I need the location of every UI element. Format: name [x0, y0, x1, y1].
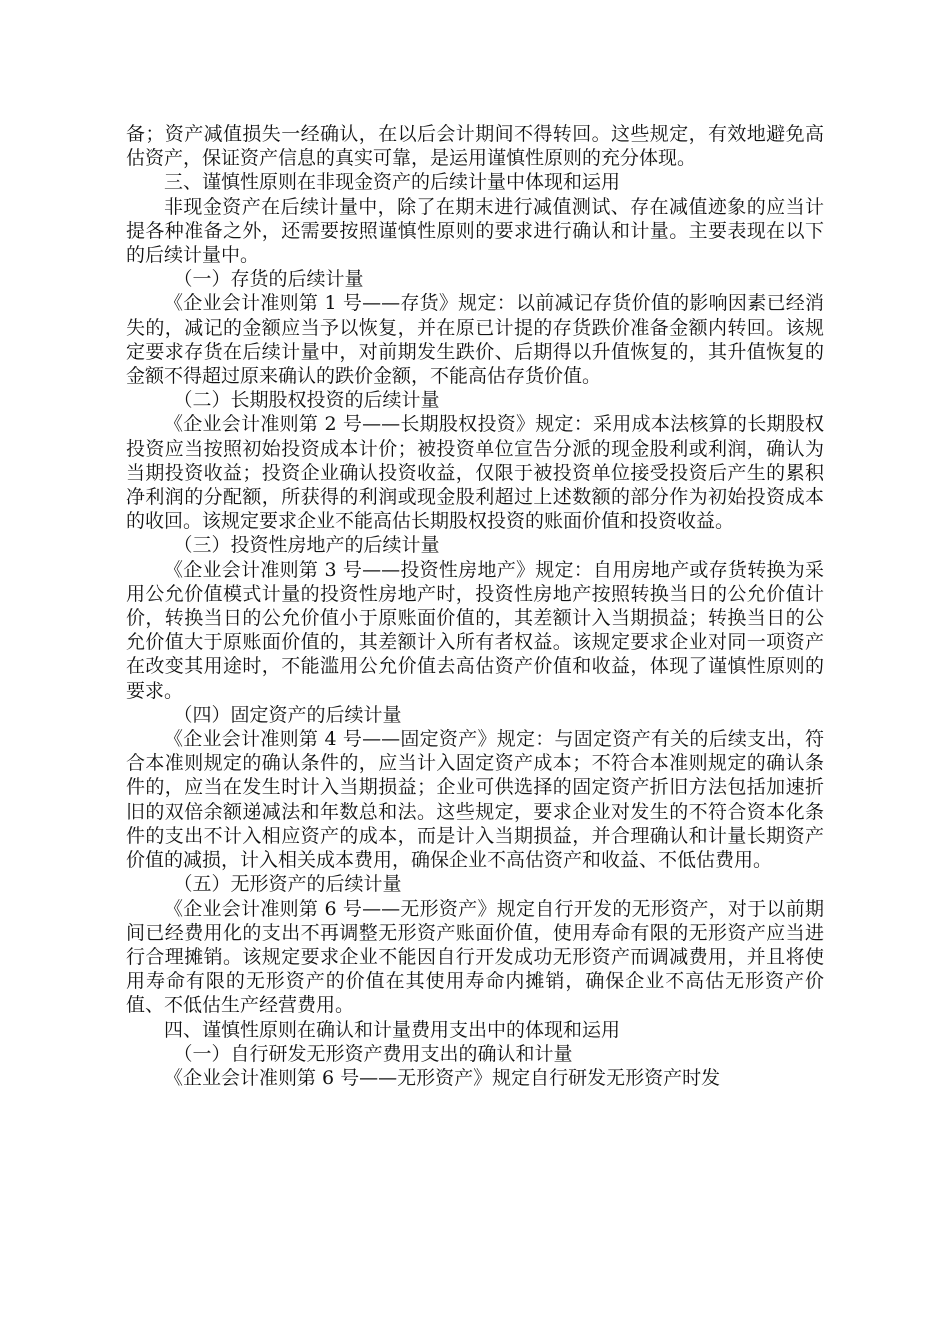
- paragraph: 《企业会计准则第 3 号——投资性房地产》规定：自用房地产或存货转换为采用公允价值模式计量的投资性房地产时，投资性房地产按照转换当日的公允价值计价，转换当日的公允价值小于原账面价值的，其差额计入当期损益；转换当日的公允价值大于原账面价值的，其差额计入所有者权益。该规定要求企业对同一项资产在改变其用途时，不能滥用公允价值去高估资产价值和收益，体现了谨慎性原则的要求。: [126, 558, 824, 702]
- subheading-intangible-assets: （五）无形资产的后续计量: [173, 873, 402, 896]
- subheading-fixed-assets: （四）固定资产的后续计量: [173, 703, 402, 726]
- subheading-investment-property: （三）投资性房地产的后续计量: [173, 534, 440, 557]
- paragraph: 《企业会计准则第 6 号——无形资产》规定自行开发的无形资产，对于以前期间已经费用化的支出不再调整无形资产账面价值，使用寿命有限的无形资产应当进行合理摊销。该规定要求企业不能因自行开发成功无形资产而调减费用，并且将使用寿命有限的无形资产的价值在其使用寿命内摊销，确保企业不高估无形资产价值、不低估生产经营费用。: [126, 897, 824, 1017]
- paragraph: 《企业会计准则第 2 号——长期股权投资》规定：采用成本法核算的长期股权投资应当按照初始投资成本计价；被投资单位宣告分派的现金股利或利润，确认为当期投资收益；投资企业确认投资收益，仅限于被投资单位接受投资后产生的累积净利润的分配额，所获得的利润或现金股利超过上述数额的部分作为初始投资成本的收回。该规定要求企业不能高估长期股权投资的账面价值和投资收益。: [126, 413, 824, 533]
- paragraph-continuation: 备；资产减值损失一经确认，在以后会计期间不得转回。这些规定，有效地避免高估资产，保证资产信息的真实可靠，是运用谨慎性原则的充分体现。: [126, 123, 824, 170]
- subheading-long-term-equity: （二）长期股权投资的后续计量: [173, 389, 440, 412]
- paragraph: 《企业会计准则第 6 号——无形资产》规定自行研发无形资产时发: [164, 1066, 721, 1089]
- paragraph: 《企业会计准则第 1 号——存货》规定：以前减记存货价值的影响因素已经消失的，减记的金额应当予以恢复，并在原已计提的存货跌价准备金额内转回。该规定要求存货在后续计量中，对前期发生跌价、后期得以升值恢复的，其升值恢复的金额不得超过原来确认的跌价金额，不能高估存货价值。: [126, 292, 824, 388]
- paragraph: 《企业会计准则第 4 号——固定资产》规定：与固定资产有关的后续支出，符合本准则规定的确认条件的，应当计入固定资产成本；不符合本准则规定的确认条件的，应当在发生时计入当期损益；企业可供选择的固定资产折旧方法包括加速折旧的双倍余额递减法和年数总和法。这些规定，要求企业对发生的不符合资本化条件的支出不计入相应资产的成本，而是计入当期损益，并合理确认和计量长期资产价值的减损，计入相关成本费用，确保企业不高估资产和收益、不低估费用。: [126, 728, 824, 872]
- subheading-inventory: （一）存货的后续计量: [173, 268, 364, 291]
- paragraph: 非现金资产在后续计量中，除了在期末进行减值测试、存在减值迹象的应当计提各种准备之外，还需要按照谨慎性原则的要求进行确认和计量。主要表现在以下的后续计量中。: [126, 195, 824, 267]
- section-heading-4: 四、谨慎性原则在确认和计量费用支出中的体现和运用: [164, 1018, 621, 1041]
- document-body: [126, 122, 824, 1090]
- section-heading-3: 三、谨慎性原则在非现金资产的后续计量中体现和运用: [164, 171, 621, 194]
- subheading-rd-expense: （一）自行研发无形资产费用支出的确认和计量: [173, 1042, 573, 1065]
